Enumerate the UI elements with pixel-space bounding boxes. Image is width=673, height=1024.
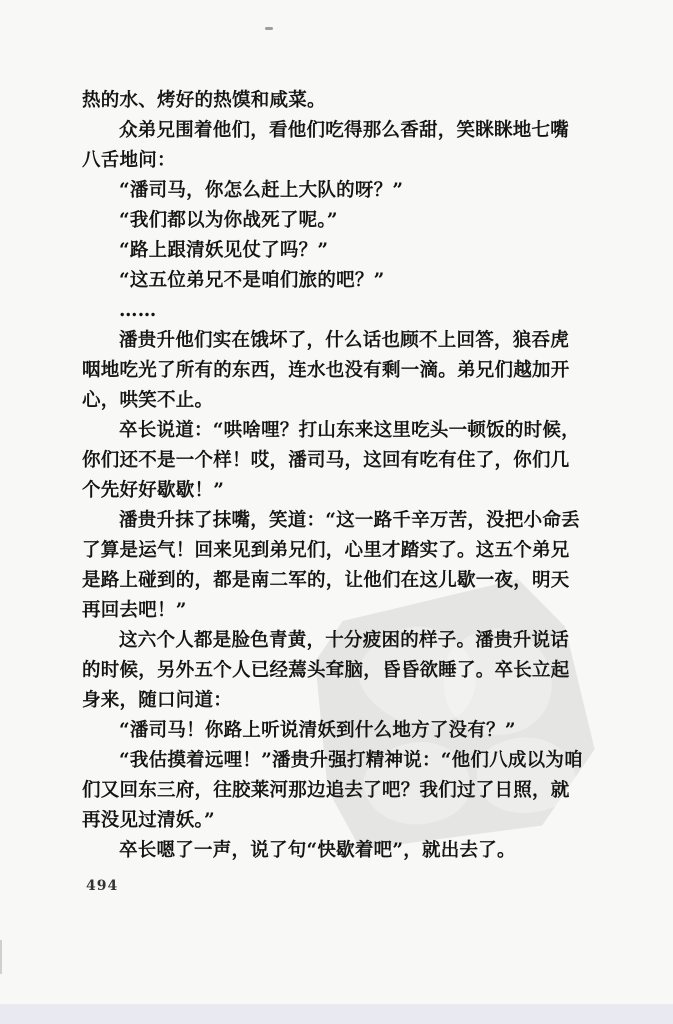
text-line-23: “我估摸着远哩！”潘贵升强打精神说：“他们八成以为咱 <box>119 750 583 771</box>
text-line-21: 身来，随口问道： <box>82 690 233 711</box>
text-line-17: 是路上碰到的，都是南二军的，让他们在这儿歇一夜，明天 <box>82 570 570 591</box>
text-line-8: …… <box>119 300 157 321</box>
scan-bottom-band <box>0 1004 673 1024</box>
text-line-20: 的时候，另外五个人已经蔫头耷脑，昏昏欲睡了。卒长立起 <box>82 660 570 681</box>
text-line-16: 了算是运气！回来见到弟兄们，心里才踏实了。这五个弟兄 <box>82 540 570 561</box>
edge-shadow <box>0 940 2 974</box>
text-line-26: 卒长嗯了一声，说了句“快歇着吧”，就出去了。 <box>119 840 516 861</box>
text-line-25: 再没见过清妖。” <box>82 810 215 831</box>
text-line-14: 个先好好歇歇！” <box>82 480 225 501</box>
text-line-12: 卒长说道：“哄啥哩？打山东来这里吃头一顿饭的时候， <box>119 420 580 441</box>
text-line-18: 再回去吧！” <box>82 600 187 621</box>
text-line-10: 咽地吃光了所有的东西，连水也没有剩一滴。弟兄们越加开 <box>82 360 570 381</box>
text-line-5: “我们都以为你战死了呢。” <box>119 210 338 231</box>
text-line-9: 潘贵升他们实在饿坏了，什么话也顾不上回答，狼吞虎 <box>119 330 570 351</box>
text-line-4: “潘司马，你怎么赶上大队的呀？” <box>119 180 404 201</box>
text-line-13: 你们还不是一个样！哎，潘司马，这回有吃有住了，你们几 <box>82 450 570 471</box>
text-line-24: 们又回东三府，往胶莱河那边追去了吧？我们过了日照，就 <box>82 780 570 801</box>
text-line-22: “潘司马！你路上听说清妖到什么地方了没有？” <box>119 720 516 741</box>
text-line-3: 八舌地问： <box>82 150 176 171</box>
scan-mark <box>265 27 273 30</box>
text-line-19: 这六个人都是脸色青黄，十分疲困的样子。潘贵升说话 <box>119 630 570 651</box>
text-line-2: 众弟兄围着他们，看他们吃得那么香甜，笑眯眯地七嘴 <box>119 120 570 141</box>
text-line-7: “这五位弟兄不是咱们旅的吧？” <box>119 270 385 291</box>
text-line-6: “路上跟清妖见仗了吗？” <box>119 240 329 261</box>
text-line-1: 热的水、烤好的热馍和咸菜。 <box>82 90 326 111</box>
text-line-11: 心，哄笑不止。 <box>82 390 214 411</box>
text-line-15: 潘贵升抹了抹嘴，笑道：“这一路千辛万苦，没把小命丢 <box>119 510 580 531</box>
page-text <box>82 86 583 866</box>
page-number: 494 <box>86 878 119 894</box>
